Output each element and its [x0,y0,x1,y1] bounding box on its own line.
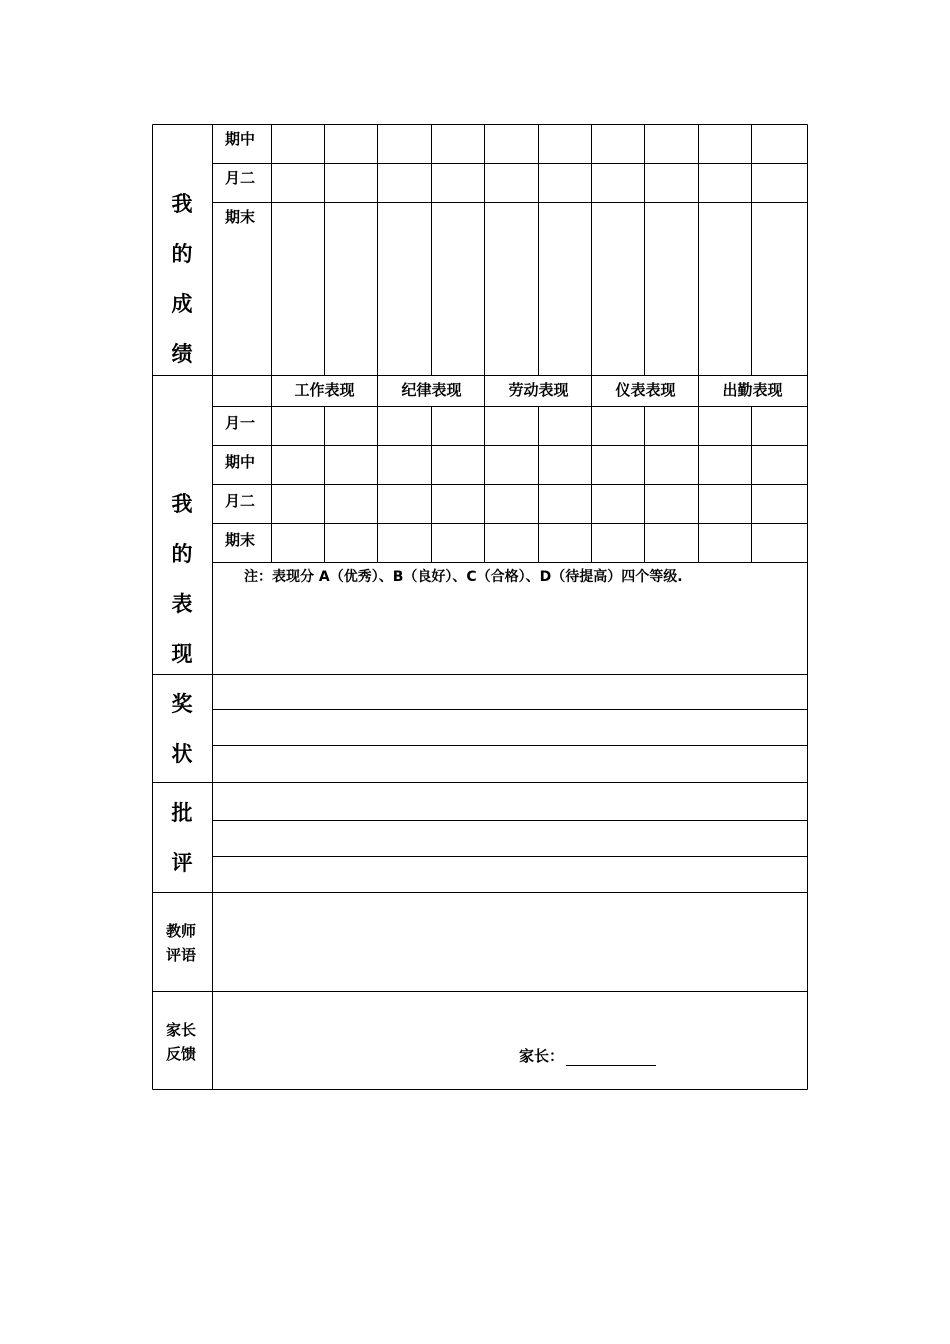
performance-title-char: 我 [171,492,193,516]
performance-title-char: 的 [171,542,193,566]
performance-header-attendance: 出勤表现 [722,381,783,399]
parent-feedback-label [166,1018,200,1066]
performance-title-char: 表 [171,592,193,616]
parent-signature-label: 家长： [519,1047,565,1065]
label-line: 评语 [166,946,197,964]
performance-header-appearance: 仪表表现 [615,381,676,399]
performance-title-char: 现 [171,642,193,666]
awards-title-char: 状 [171,742,193,766]
performance-row-label: 月一 [225,414,256,432]
awards-title-char: 奖 [171,692,193,716]
grades-row-label: 期中 [225,130,256,148]
criticism-title-char: 评 [171,851,193,875]
performance-header-work: 工作表现 [294,381,355,399]
label-line: 教师 [166,922,197,940]
performance-header-labor: 劳动表现 [508,381,569,399]
performance-row-label: 月二 [225,492,256,510]
grades-title-char: 绩 [171,342,193,366]
grades-title-char: 成 [171,292,193,316]
grades-row-label: 期末 [225,208,256,226]
grades-title-char: 的 [171,242,193,266]
teacher-comment-label [166,919,200,967]
criticism-title-char: 批 [171,801,193,825]
parent-signature [519,1045,656,1066]
grades-title-char: 我 [171,192,193,216]
signature-line[interactable] [566,1049,656,1066]
performance-row-label: 期中 [225,453,256,471]
label-line: 家长 [166,1021,197,1039]
performance-row-label: 期末 [225,531,256,549]
performance-header-discipline: 纪律表现 [401,381,462,399]
grades-row-label: 月二 [225,169,256,187]
label-line: 反馈 [166,1045,197,1063]
grading-note: 注：表现分 A（优秀）、B（良好）、C（合格）、D（待提高）四个等级. [244,569,683,585]
